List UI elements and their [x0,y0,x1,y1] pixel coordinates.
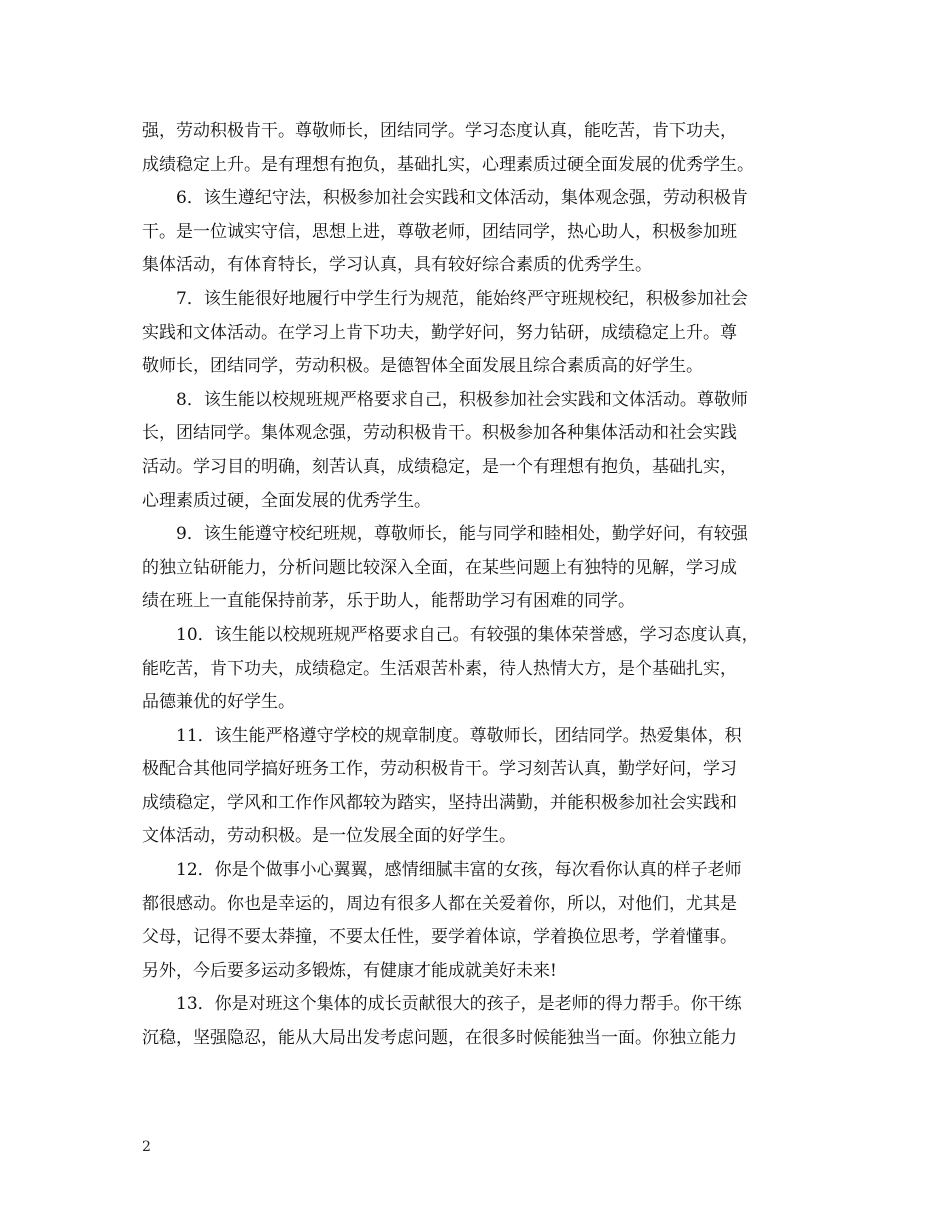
page-number: 2 [142,1139,151,1155]
paragraph-item-12: 12．你是个做事小心翼翼，感情细腻丰富的女孩，每次看你认真的样子老师 都很感动。你也是幸运的，周边有很多人都在关爱着你，所以，对他们，尤其是 父母，记得不要太莽撞，不要太任性，要学着体谅，学着换位思考，学着懂事。 另外，今后要多运动多锻炼，有健康才能成就美好未来! [142,860,742,981]
paragraph-item-13: 13．你是对班这个集体的成长贡献很大的孩子，是老师的得力帮手。你干练 沉稳，坚强隐忍，能从大局出发考虑问题，在很多时候能独当一面。你独立能力 [142,994,742,1049]
paragraph-item-8: 8．该生能以校规班规严格要求自己，积极参加社会实践和文体活动。尊敬师 长，团结同学。集体观念强，劳动积极肯干。积极参加各种集体活动和社会实践 活动。学习目的明确，刻苦认真，成绩稳定，是一个有理想有抱负，基础扎实， 心理素质过硬，全面发展的优秀学生。 [142,389,748,511]
document-body [142,115,808,1056]
paragraph-continuation: 强，劳动积极肯干。尊敬师长，团结同学。学习态度认真，能吃苦，肯下功夫， 成绩稳定上升。是有理想有抱负，基础扎实，心理素质过硬全面发展的优秀学生。 [142,121,754,175]
paragraph-item-11: 11．该生能严格遵守学校的规章制度。尊敬师长，团结同学。热爱集体，积 极配合其他同学搞好班务工作，劳动积极肯干。学习刻苦认真，勤学好问，学习 成绩稳定，学风和工作作风都较为踏实，坚持出满勤，并能积极参加社会实践和 文体活动，劳动积极。是一位发展全面的好学生。 [142,725,742,847]
paragraph-item-10: 10．该生能以校规班规严格要求自己。有较强的集体荣誉感，学习态度认真， 能吃苦，肯下功夫，成绩稳定。生活艰苦朴素，待人热情大方，是个基础扎实， 品德兼优的好学生。 [142,624,759,713]
paragraph-item-6: 6．该生遵纪守法，积极参加社会实践和文体活动，集体观念强，劳动积极肯 干。是一位诚实守信，思想上进，尊敬老师，团结同学，热心助人，积极参加班 集体活动，有体育特长，学习认真，具有较好综合素质的优秀学生。 [142,188,748,276]
paragraph-item-7: 7．该生能很好地履行中学生行为规范，能始终严守班规校纪，积极参加社会 实践和文体活动。在学习上肯下功夫，勤学好问，努力钻研，成绩稳定上升。尊 敬师长，团结同学，劳动积极。是德智体全面发展且综合素质高的好学生。 [142,288,748,377]
paragraph-item-9: 9．该生能遵守校纪班规，尊敬师长，能与同学和睦相处，勤学好问，有较强 的独立钻研能力，分析问题比较深入全面，在某些问题上有独特的见解，学习成 绩在班上一直能保持前茅，乐于助人，能帮助学习有困难的同学。 [142,524,748,612]
